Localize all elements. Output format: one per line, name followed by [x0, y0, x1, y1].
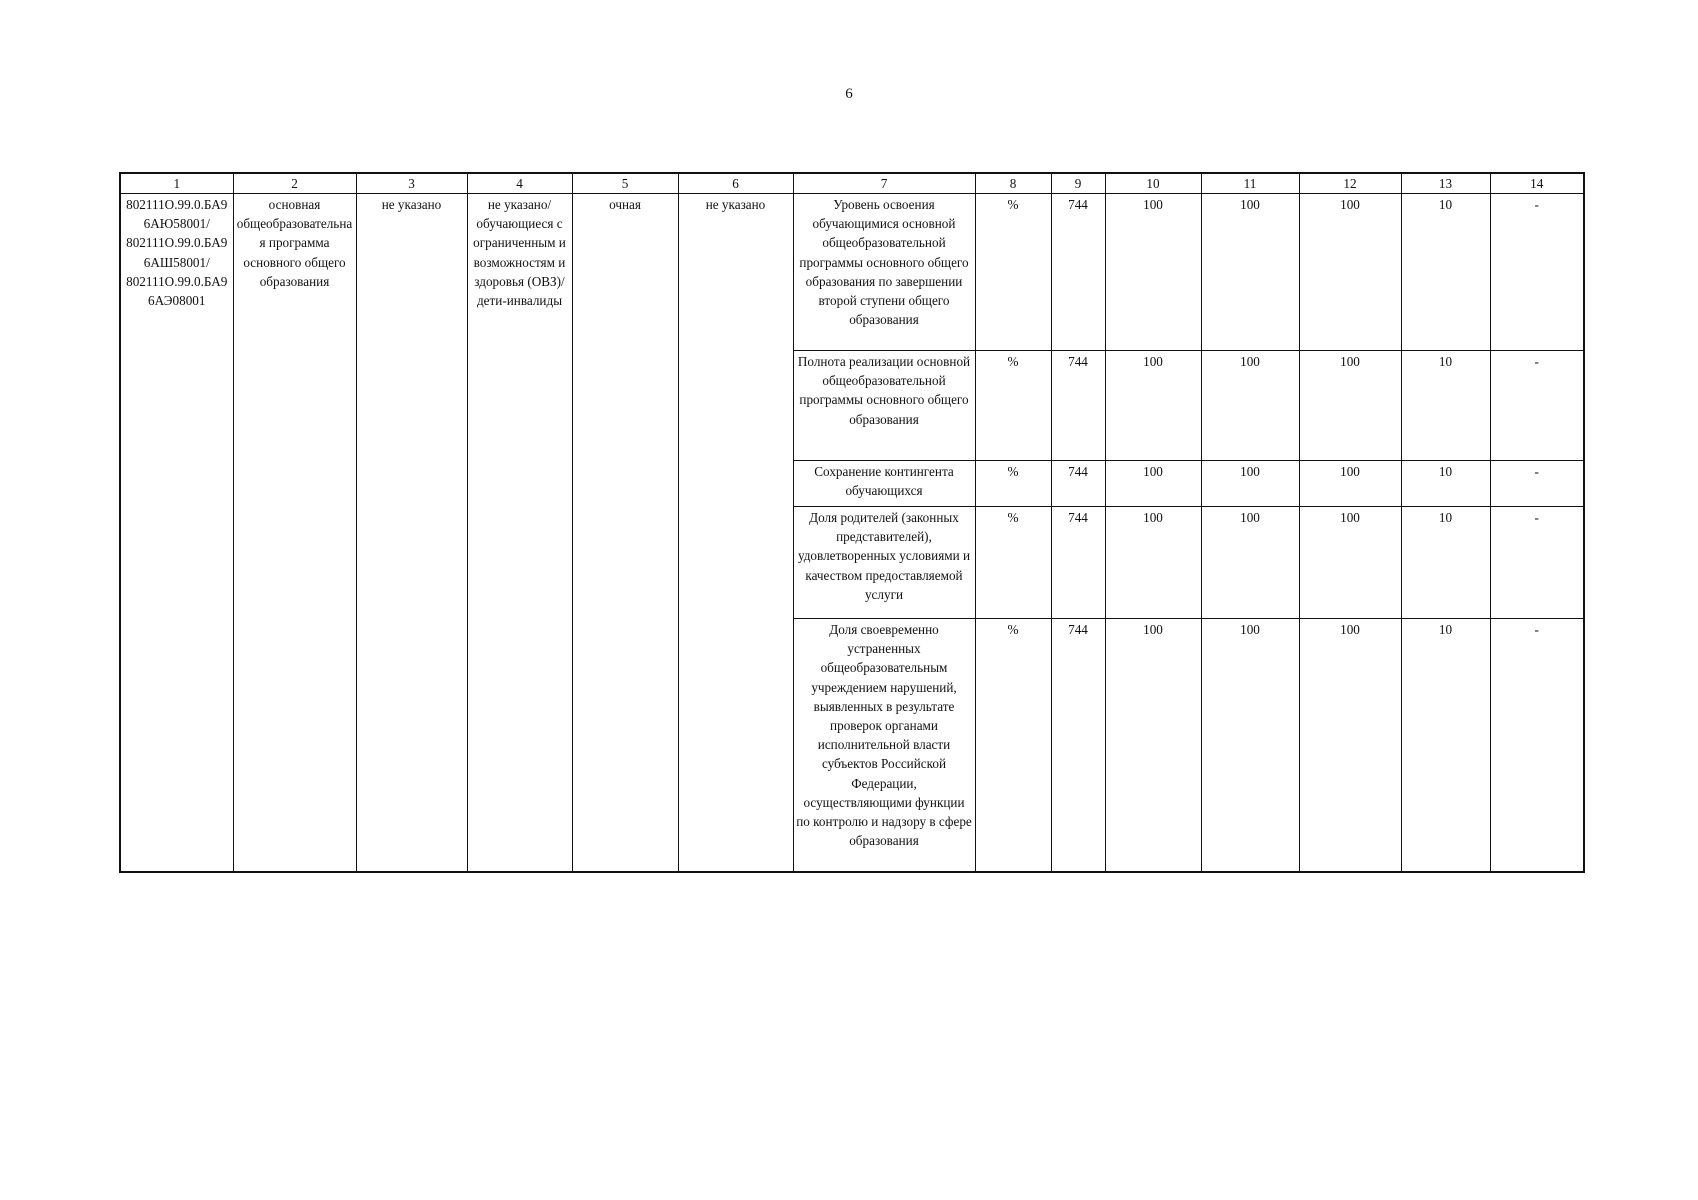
value-col14: -: [1490, 351, 1584, 461]
col6-cell: [678, 194, 793, 872]
page-number: 6: [845, 86, 853, 102]
column-number-7: 7: [793, 173, 975, 194]
column-number-13: 13: [1401, 173, 1490, 194]
value-col14: -: [1490, 461, 1584, 507]
value-col14: -: [1490, 619, 1584, 872]
okei-code: 744: [1051, 351, 1105, 461]
table-header-row: [120, 173, 1584, 194]
column-number-9: 9: [1051, 173, 1105, 194]
value-col13: 10: [1401, 351, 1490, 461]
service-quality-table: [119, 172, 1585, 873]
indicator-unit: %: [975, 351, 1051, 461]
registry-code-cell: [120, 194, 233, 872]
okei-code: 744: [1051, 194, 1105, 351]
form-cell: [572, 194, 678, 872]
value-col12: 100: [1299, 194, 1401, 351]
value-col14: -: [1490, 194, 1584, 351]
value-col13: 10: [1401, 619, 1490, 872]
value-col12: 100: [1299, 619, 1401, 872]
indicator-name: Доля родителей (законных представителей), удовлетворенных условиями и качеством предоставляемой услуги: [793, 507, 975, 619]
value-col12: 100: [1299, 351, 1401, 461]
value-col12: 100: [1299, 507, 1401, 619]
column-number-3: 3: [356, 173, 467, 194]
col6-value: не указано: [705, 197, 766, 212]
value-col12: 100: [1299, 461, 1401, 507]
value-col14: -: [1490, 507, 1584, 619]
program-cell: [233, 194, 356, 872]
value-col10: 100: [1105, 351, 1201, 461]
column-number-10: 10: [1105, 173, 1201, 194]
indicator-unit: %: [975, 507, 1051, 619]
column-number-11: 11: [1201, 173, 1299, 194]
value-col13: 10: [1401, 461, 1490, 507]
value-col10: 100: [1105, 461, 1201, 507]
column-number-12: 12: [1299, 173, 1401, 194]
indicator-name: Полнота реализации основной общеобразовательной программы основного общего образования: [793, 351, 975, 461]
value-col10: 100: [1105, 194, 1201, 351]
program-name: основная общеобразовательная программа основного общего образования: [236, 197, 353, 289]
indicator-name: Доля своевременно устраненных общеобразовательным учреждением нарушений, выявленных в результате проверок органами исполнительной власти субъектов Российской Федерации, осуществляющими функции по контролю и надзору в сфере образования: [793, 619, 975, 872]
okei-code: 744: [1051, 461, 1105, 507]
column-number-1: 1: [120, 173, 233, 194]
col3-value: не указано: [381, 197, 442, 212]
column-number-2: 2: [233, 173, 356, 194]
registry-code: 802111О.99.0.БА96АЮ58001/ 802111О.99.0.БА96АШ58001/ 802111О.99.0.БА96АЭ08001: [126, 197, 228, 309]
value-col10: 100: [1105, 507, 1201, 619]
student-category: не указано/ обучающиеся с ограниченным и возможностям и здоровья (ОВЗ)/ дети-инвалиды: [473, 197, 566, 309]
column-number-4: 4: [467, 173, 572, 194]
value-col13: 10: [1401, 507, 1490, 619]
okei-code: 744: [1051, 507, 1105, 619]
okei-code: 744: [1051, 619, 1105, 872]
value-col10: 100: [1105, 619, 1201, 872]
value-col13: 10: [1401, 194, 1490, 351]
column-number-5: 5: [572, 173, 678, 194]
value-col11: 100: [1201, 194, 1299, 351]
column-number-8: 8: [975, 173, 1051, 194]
category-cell: [467, 194, 572, 872]
value-col11: 100: [1201, 461, 1299, 507]
value-col11: 100: [1201, 507, 1299, 619]
indicator-unit: %: [975, 461, 1051, 507]
indicator-name: Сохранение контингента обучающихся: [793, 461, 975, 507]
education-form: очная: [609, 197, 641, 212]
indicator-unit: %: [975, 619, 1051, 872]
column-number-14: 14: [1490, 173, 1584, 194]
table-row: [120, 194, 1584, 351]
indicator-unit: %: [975, 194, 1051, 351]
value-col11: 100: [1201, 351, 1299, 461]
value-col11: 100: [1201, 619, 1299, 872]
column-number-6: 6: [678, 173, 793, 194]
indicator-name: Уровень освоения обучающимися основной общеобразовательной программы основного общего образования по завершении второй ступени общего образования: [793, 194, 975, 351]
col3-cell: [356, 194, 467, 872]
